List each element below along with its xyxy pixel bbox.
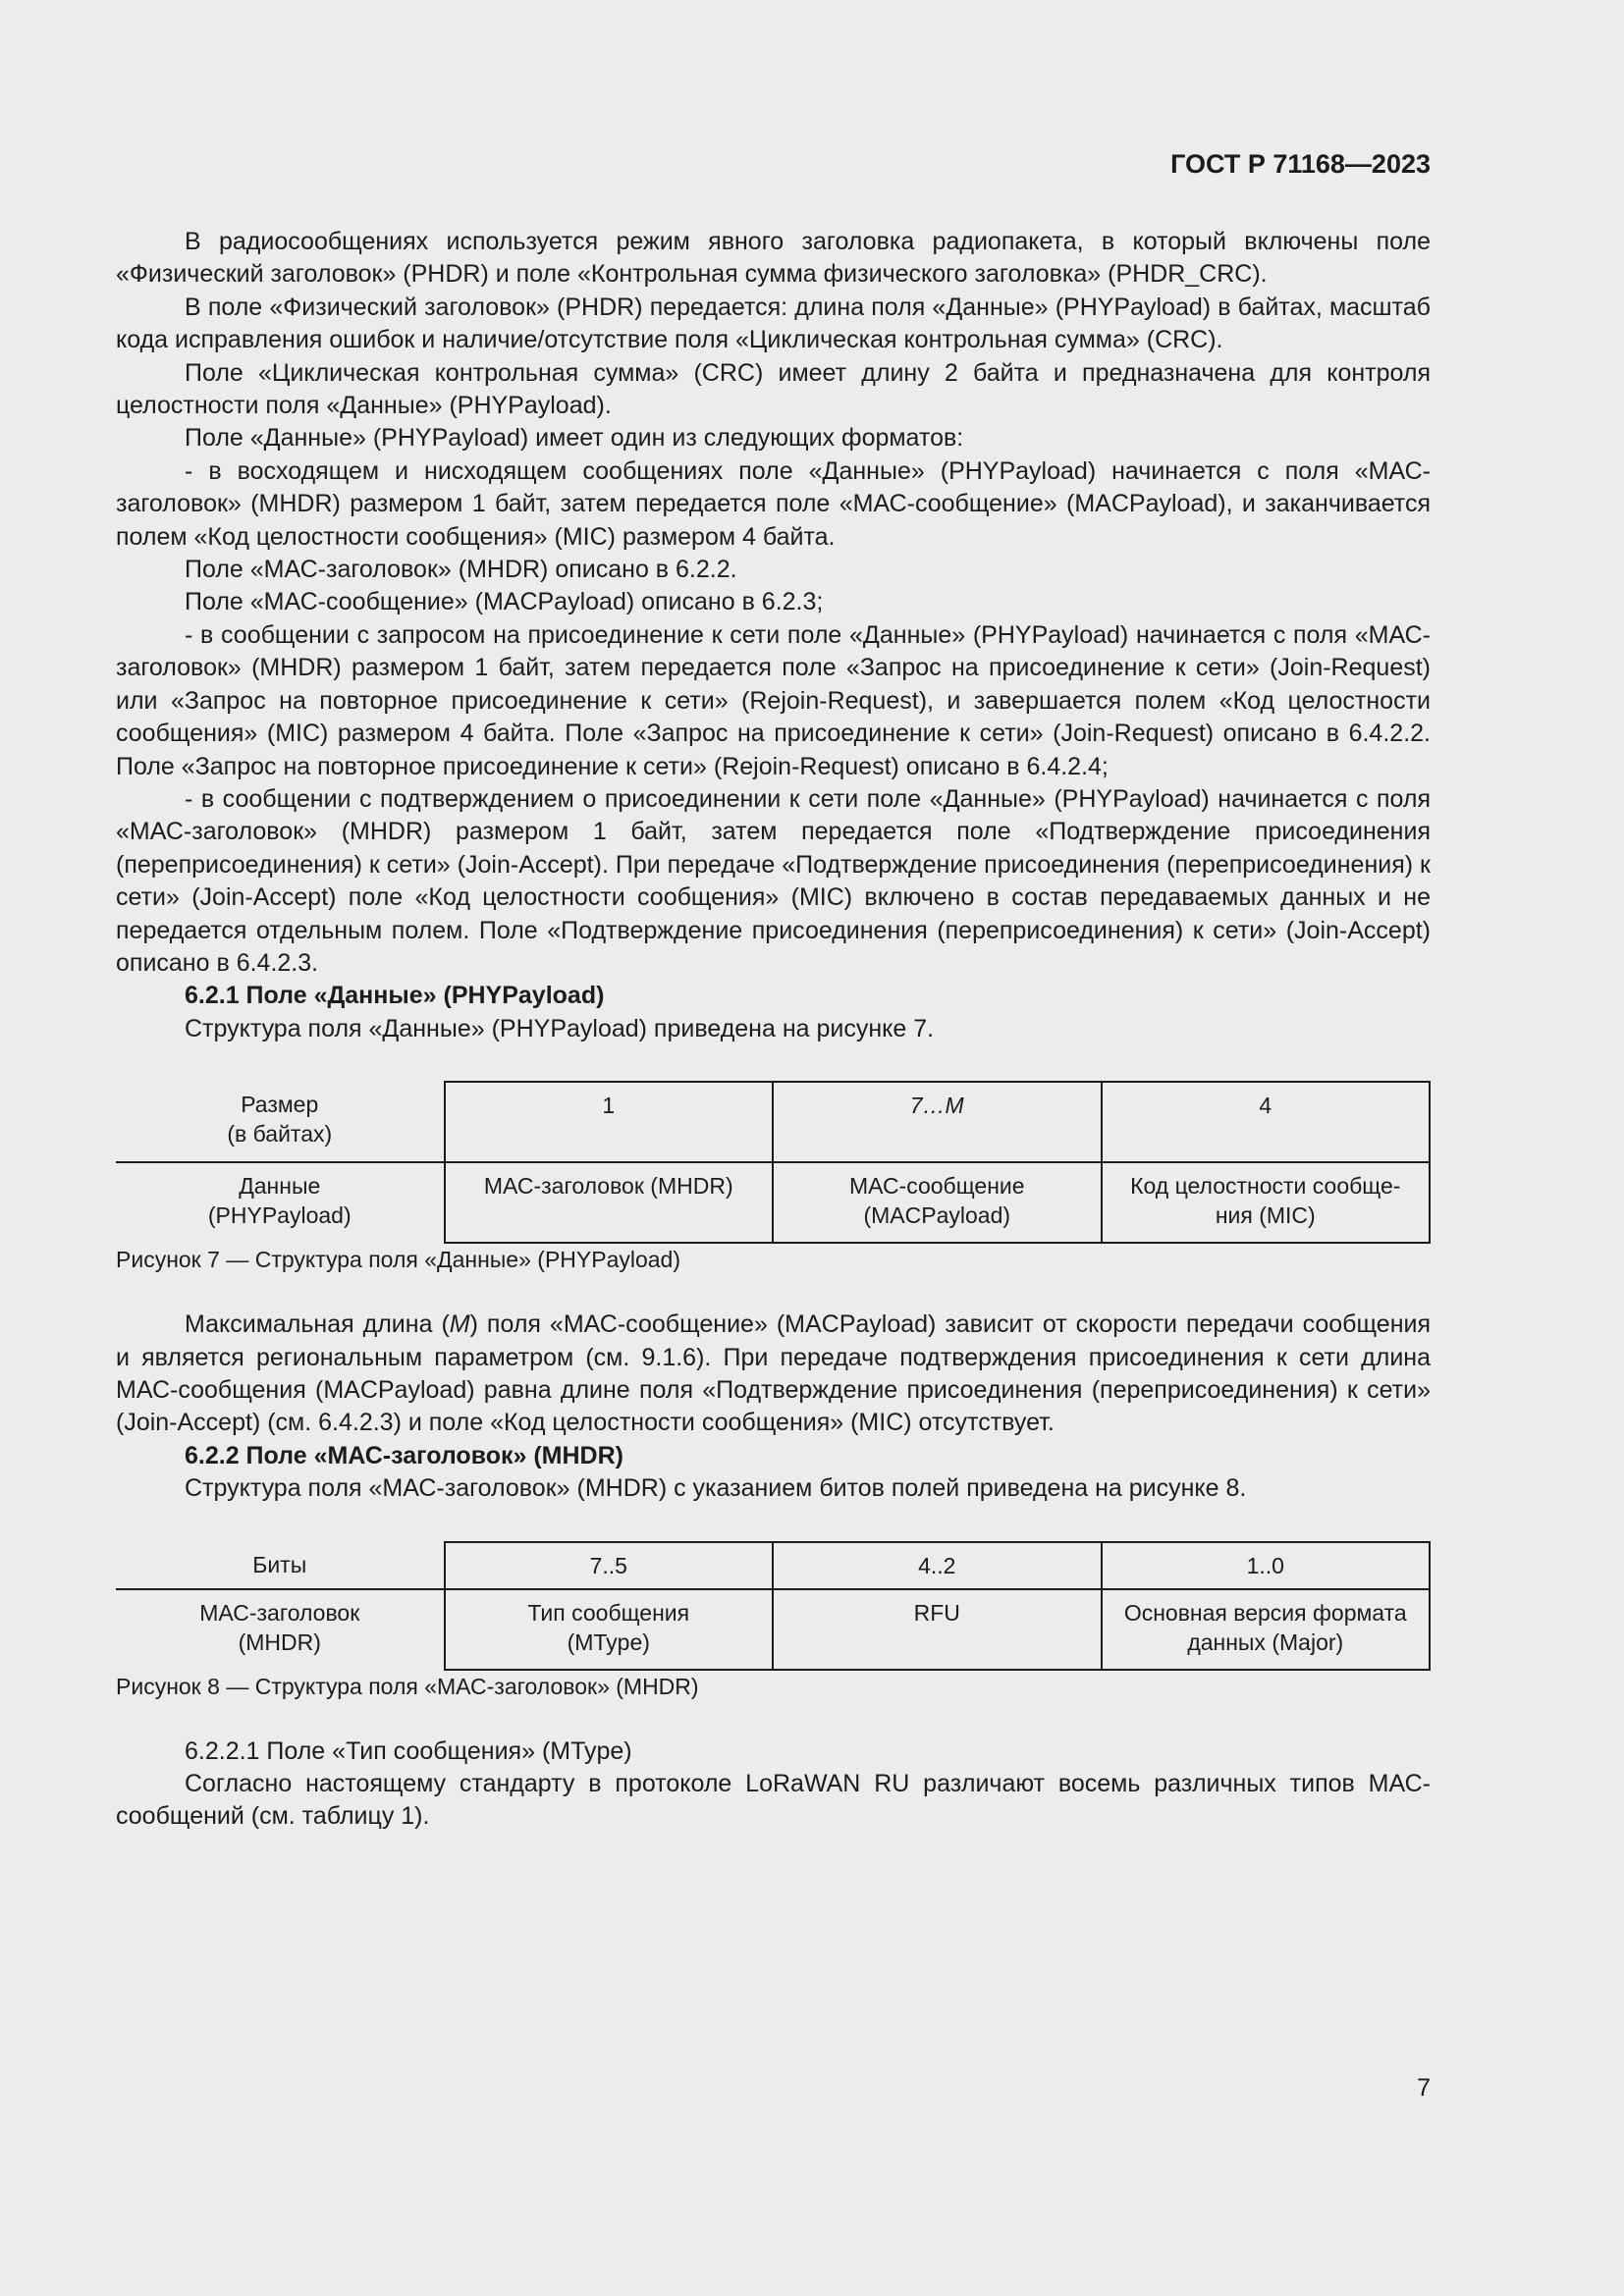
fig7-data-label: Данные (PHYPayload)	[207, 1173, 352, 1229]
figure-8-table	[116, 1541, 1431, 1671]
section-heading-6-2-2: 6.2.2 Поле «МАС-заголовок» (MHDR)	[185, 1441, 623, 1469]
paragraph: Согласно настоящему стандарту в протоколе LoRaWAN RU различают восемь различных типов МАС-сообщений (см. таблицу 1).	[116, 1770, 1431, 1831]
paragraph: Поле «МАС-заголовок» (MHDR) описано в 6.2.2.	[185, 556, 737, 584]
fig8-bits-label: Биты	[116, 1542, 445, 1589]
paragraph: - в восходящем и нисходящем сообщениях поле «Данные» (PHYPayload) начинается с поля «МАС-заголовок» (MHDR) размером 1 байт, затем передается поле «МАС-сообщение» (MACPayload), и заканчивается полем «Код целостности сообщения» (MIC) размером 4 байта.	[116, 456, 1431, 551]
paragraph: В поле «Физический заголовок» (PHDR) передается: длина поля «Данные» (PHYPayload) в байтах, масштаб кода исправления ошибок и наличие/отсутствие поля «Циклическая контрольная сумма» (CRC).	[116, 293, 1431, 354]
figure-7-table	[116, 1081, 1431, 1244]
paragraph: В радиосообщениях используется режим явного заголовка радиопакета, в который включены поле «Физический заголовок» (PHDR) и поле «Контрольная сумма физического заголовка» (PHDR_CRC).	[116, 228, 1431, 289]
paragraph: Структура поля «МАС-заголовок» (MHDR) с указанием битов полей приведена на рисунке 8.	[185, 1474, 1247, 1503]
fig7-size-label: Размер (в байтах)	[116, 1082, 445, 1162]
figure-8-caption: Рисунок 8 — Структура поля «МАС-заголовок» (MHDR)	[116, 1673, 699, 1699]
fig8-mhdr-rfu: RFU	[773, 1589, 1102, 1670]
paragraph: - в сообщении с запросом на присоединение к сети поле «Данные» (PHYPayload) начинается с поля «МАС-заголовок» (MHDR) размером 1 байт, затем передается поле «Запрос на присоединение к сети» (Join-Request) или «Запрос на повторное присоединение к сети» (Rejoin-Request), и завершается полем «Код целостности сообщения» (MIC) размером 4 байта. Поле «Запрос на присоединение к сети» (Join-Request) описано в 6.4.2.2. Поле «Запрос на повторное присоединение к сети» (Rejoin-Request) описано в 6.4.2.4;	[116, 620, 1431, 780]
fig8-mhdr-label: МАС-заголовок (MHDR)	[199, 1599, 360, 1655]
fig7-size-mhdr: 1	[445, 1082, 774, 1162]
page-number: 7	[1417, 2074, 1431, 2102]
document-body	[116, 226, 1431, 1834]
paragraph: - в сообщении с подтверждением о присоединении к сети поле «Данные» (PHYPayload) начинается с поля «МАС-заголовок» (MHDR) размером 1 байт, затем передается поле «Подтверждение присоединения (переприсоединения) к сети» (Join-Accept). При передаче «Подтверждение присоединения (переприсоединения) к сети» (Join-Accept) поле «Код целостности сообщения» (MIC) включено в состав передаваемых данных и не передается отдельным полем. Поле «Подтверждение присоединения (переприсоединения) к сети» (Join-Accept) описано в 6.4.2.3.	[116, 784, 1431, 977]
fig8-mhdr-mtype: Тип сообщения (MType)	[445, 1589, 774, 1670]
fig7-size-mic: 4	[1102, 1082, 1431, 1162]
fig7-size-macpayload: 7…M	[773, 1082, 1102, 1162]
fig8-bits-major: 1..0	[1102, 1542, 1431, 1589]
paragraph: Максимальная длина (M) поля «МАС-сообщение» (MACPayload) зависит от скорости передачи сообщения и является региональным параметром (см. 9.1.6). При передаче подтверждения присоединения к сети длина МАС-сообщения (MACPayload) равна длине поля «Подтверждение присоединения (переприсоединения) к сети» (Join-Accept) (см. 6.4.2.3) и поле «Код целостности сообщения» (MIC) отсутствует.	[116, 1310, 1431, 1437]
figure-7-caption: Рисунок 7 — Структура поля «Данные» (PHYPayload)	[116, 1247, 681, 1273]
document-standard-id: ГОСТ Р 71168—2023	[1170, 149, 1431, 179]
paragraph: Структура поля «Данные» (PHYPayload) приведена на рисунке 7.	[185, 1014, 935, 1042]
fig8-bits-rfu: 4..2	[773, 1542, 1102, 1589]
paragraph: Поле «Циклическая контрольная сумма» (CRC) имеет длину 2 байта и предназначена для контроля целостности поля «Данные» (PHYPayload).	[116, 358, 1431, 420]
fig7-data-macpayload: МАС-сообщение (MACPayload)	[773, 1162, 1102, 1243]
subsection-heading-6-2-2-1: 6.2.2.1 Поле «Тип сообщения» (MType)	[185, 1736, 632, 1765]
paragraph: Поле «Данные» (PHYPayload) имеет один из следующих форматов:	[185, 424, 964, 453]
fig7-data-mic: Код целостности сообще- ния (MIC)	[1102, 1162, 1431, 1243]
fig8-bits-mtype: 7..5	[445, 1542, 774, 1589]
fig8-mhdr-major: Основная версия формата данных (Major)	[1102, 1589, 1431, 1670]
section-heading-6-2-1: 6.2.1 Поле «Данные» (PHYPayload)	[185, 982, 605, 1010]
paragraph: Поле «МАС-сообщение» (MACPayload) описано в 6.2.3;	[185, 588, 824, 616]
fig7-data-mhdr: МАС-заголовок (MHDR)	[445, 1162, 774, 1243]
